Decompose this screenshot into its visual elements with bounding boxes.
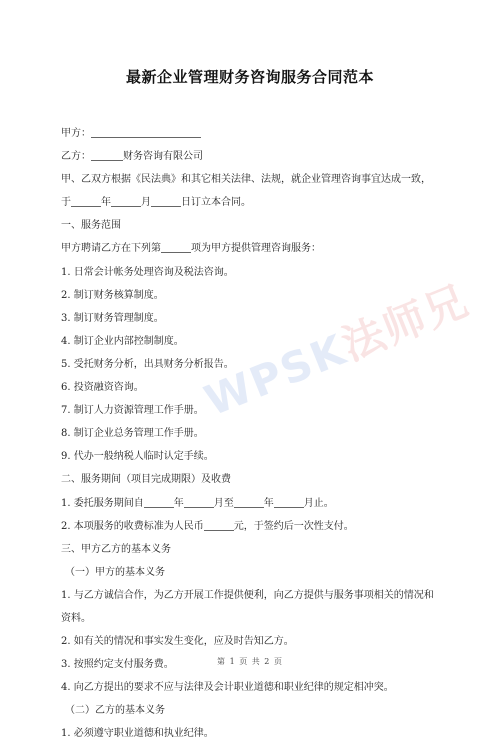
month-label: 月 — [141, 197, 151, 209]
fee-line — [61, 515, 456, 538]
watermark-accent: 法师兄 — [335, 275, 476, 371]
party-b-duties-heading: （二）乙方的基本义务 — [65, 705, 165, 717]
section-2-heading: 二、服务期间（项目完成期限）及收费 — [61, 474, 231, 486]
service-item-4: 4. 制订企业内部控制制度。 — [61, 335, 184, 347]
section-1-lead-prefix: 甲方聘请乙方在下列第 — [61, 243, 161, 255]
party-b-line — [61, 145, 456, 168]
service-item-6: 6. 投资融资咨询。 — [61, 382, 144, 394]
section-1-lead-suffix: 项为甲方提供管理咨询服务： — [191, 243, 321, 255]
section-3-heading: 三、甲方乙方的基本义务 — [61, 543, 171, 555]
sign-month-blank — [111, 195, 141, 207]
party-b-blank — [91, 149, 123, 161]
service-item-3: 3. 制订财务管理制度。 — [61, 312, 164, 324]
watermark-main: WPSK — [197, 324, 354, 426]
section-1-heading: 一、服务范围 — [61, 220, 121, 232]
party-a-duty-1: 1. 与乙方诚信合作，为乙方开展工作提供便利，向乙方提供与服务事项相关的情况和 — [61, 589, 434, 601]
party-a-line — [61, 122, 456, 145]
section-1-lead — [61, 237, 456, 260]
document-title: 最新企业管理财务咨询服务合同范本 — [125, 68, 374, 86]
party-b-label: 乙方： — [61, 151, 91, 163]
sign-year-blank — [71, 195, 101, 207]
start-month-blank — [184, 496, 214, 508]
party-a-duty-4: 4. 向乙方提出的要求不应与法律及会计职业道德和职业纪律的规定相冲突。 — [61, 682, 394, 694]
service-item-5: 5. 受托财务分析，出具财务分析报告。 — [61, 358, 234, 370]
period-prefix: 1. 委托服务期间自 — [61, 497, 144, 509]
end-month-label: 月止。 — [303, 497, 334, 509]
intro-date-suffix: 日订立本合同。 — [181, 197, 251, 209]
party-a-duty-2: 2. 如有关的情况和事实发生变化，应及时告知乙方。 — [61, 636, 294, 648]
intro-line-2 — [61, 191, 456, 214]
party-a-label: 甲方： — [61, 128, 91, 139]
end-year-blank — [234, 496, 264, 508]
party-a-blank — [91, 126, 201, 138]
party-a-duty-3: 3. 按照约定支付服务费。 — [61, 659, 174, 671]
page-footer: 第 1 页 共 2 页 — [217, 657, 283, 666]
service-item-2: 2. 制订财务核算制度。 — [61, 289, 164, 301]
service-item-7: 7. 制订人力资源管理工作手册。 — [61, 405, 204, 417]
sign-day-blank — [151, 195, 181, 207]
year-label: 年 — [101, 197, 111, 209]
service-item-9: 9. 代办一般纳税人临时认定手续。 — [61, 451, 214, 463]
end-month-blank — [274, 496, 304, 508]
party-a-duties-heading: （一）甲方的基本义务 — [65, 566, 165, 578]
fee-amount-blank — [204, 519, 234, 531]
party-b-suffix: 财务咨询有限公司 — [123, 151, 203, 163]
party-b-duty-1: 1. 必须遵守职业道德和执业纪律。 — [61, 728, 214, 740]
service-item-1: 1. 日常会计帐务处理咨询及税法咨询。 — [61, 266, 234, 278]
service-item-8: 8. 制订企业总务管理工作手册。 — [61, 428, 204, 440]
fee-prefix: 2. 本项服务的收费标准为人民币 — [61, 520, 204, 532]
fee-suffix: 元，于签约后一次性支付。 — [233, 520, 354, 532]
start-year-blank — [144, 496, 174, 508]
service-period-line — [61, 492, 456, 515]
contract-body — [61, 122, 456, 746]
intro-line-1: 甲、乙双方根据《民法典》和其它相关法律、法规，就企业管理咨询事宜达成一致， — [61, 174, 431, 186]
start-month-label: 月至 — [213, 497, 234, 509]
end-year-label: 年 — [263, 497, 274, 509]
start-year-label: 年 — [173, 497, 184, 509]
service-item-blank — [161, 241, 191, 253]
intro-date-prefix: 于 — [61, 197, 71, 209]
party-a-duty-1-cont: 资料。 — [61, 612, 91, 624]
